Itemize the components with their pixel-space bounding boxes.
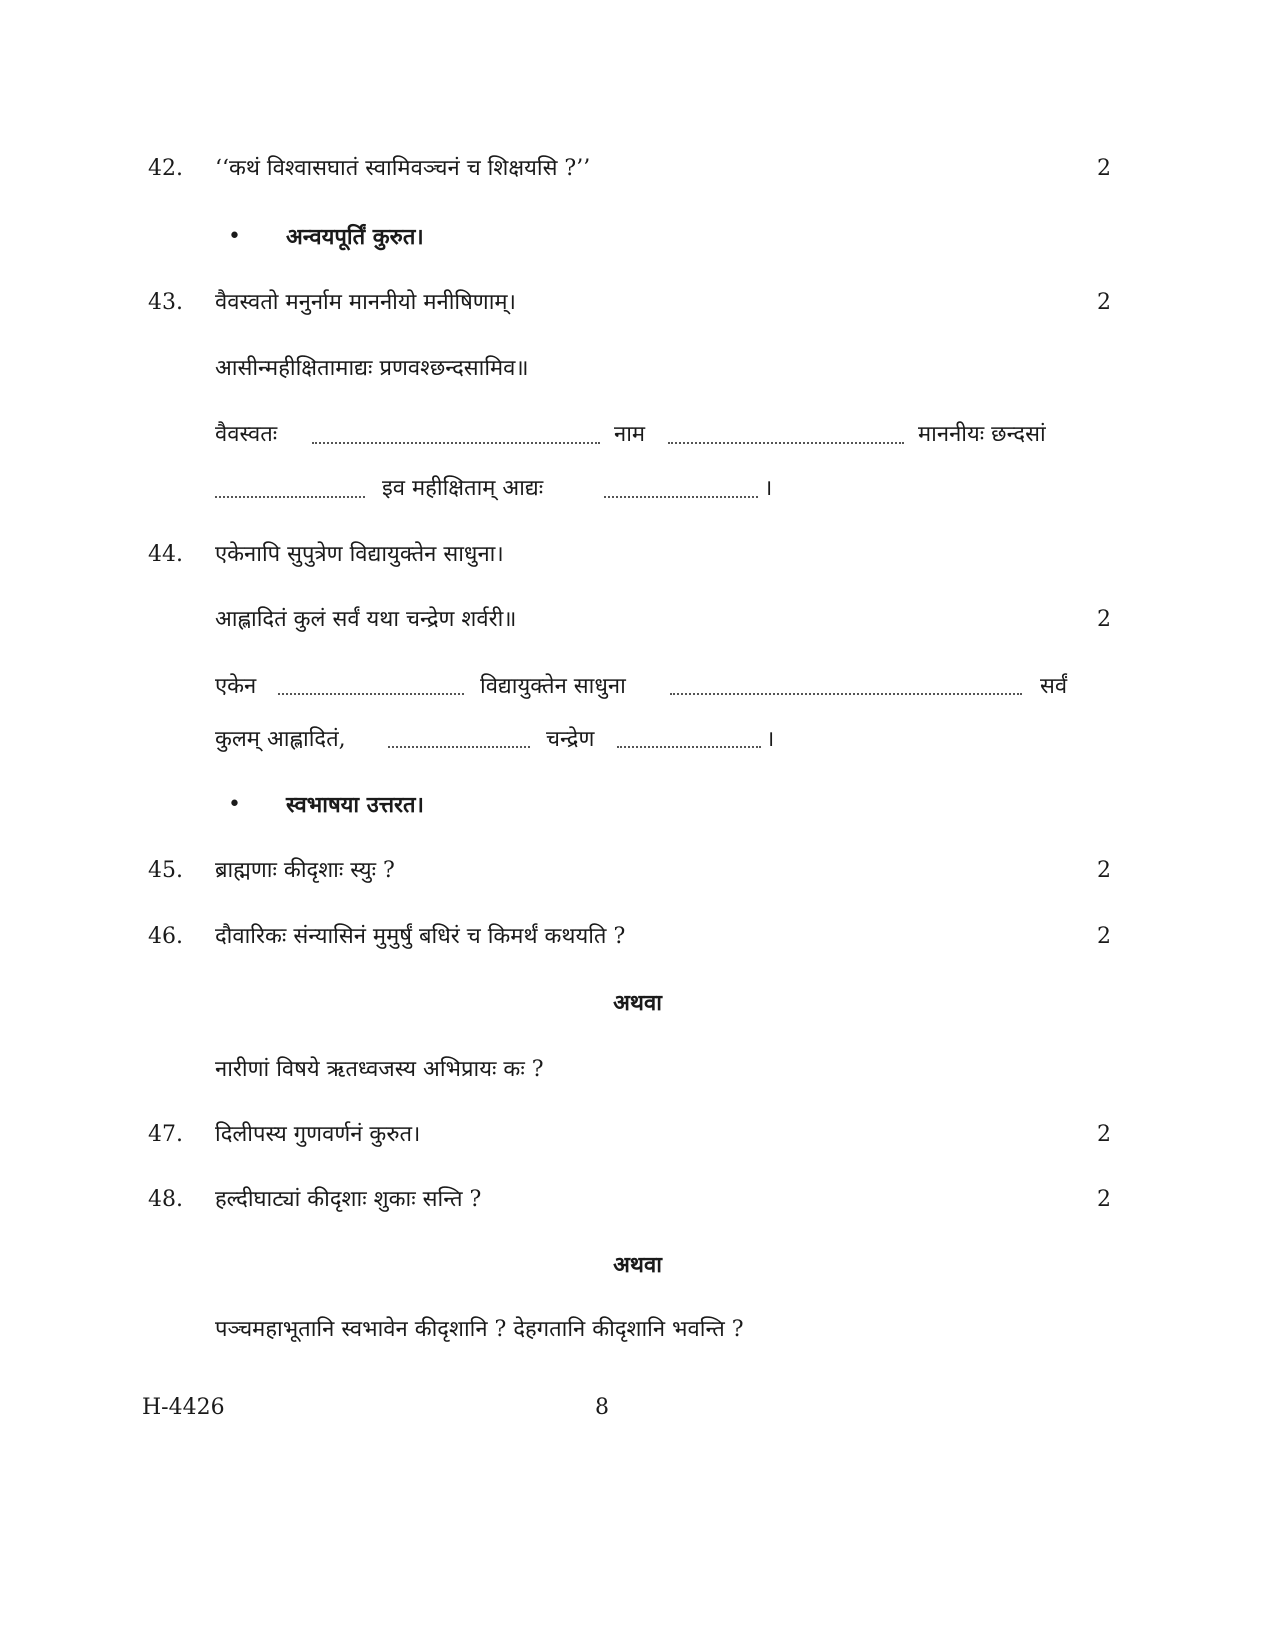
marks: 2 (1097, 156, 1111, 181)
alternate-question: पञ्चमहाभूतानि स्वभावेन कीदृशानि ? देहगतानि कीदृशानि भवन्ति ? (215, 1317, 744, 1342)
question-number: 47. (148, 1122, 183, 1147)
question-number: 46. (148, 924, 183, 949)
blank-line (604, 496, 758, 498)
marks: 2 (1097, 290, 1111, 315)
fill-word: चन्द्रेण (546, 727, 595, 752)
verse-line: आसीन्महीक्षितामाद्यः प्रणवश्छन्दसामिव॥ (215, 356, 529, 381)
marks: 2 (1097, 1187, 1111, 1212)
fill-end: । (764, 476, 773, 501)
marks: 2 (1097, 607, 1111, 632)
blank-line (388, 746, 530, 748)
fill-word: सर्वं (1040, 674, 1068, 699)
question-text: ब्राह्मणाः कीदृशाः स्युः ? (215, 858, 395, 883)
question-number: 45. (148, 858, 183, 883)
section-heading: स्वभाषया उत्तरत। (286, 792, 424, 818)
or-divider: अथवा (613, 990, 662, 1016)
marks: 2 (1097, 924, 1111, 949)
fill-word: माननीयः छन्दसां (918, 422, 1046, 447)
alternate-question: नारीणां विषये ऋतध्वजस्य अभिप्रायः कः ? (215, 1057, 544, 1082)
question-number: 43. (148, 290, 183, 315)
fill-word: कुलम् आह्लादितं, (215, 727, 346, 752)
bullet-icon: • (228, 224, 241, 249)
fill-word: नाम (614, 422, 646, 447)
page-number: 8 (595, 1395, 609, 1420)
blank-line (278, 693, 464, 695)
blank-line (670, 693, 1022, 695)
verse-line: एकेनापि सुपुत्रेण विद्यायुक्तेन साधुना। (215, 542, 504, 567)
fill-word: वैवस्वतः (215, 422, 278, 447)
marks: 2 (1097, 858, 1111, 883)
fill-word: एकेन (215, 674, 257, 699)
question-number: 48. (148, 1187, 183, 1212)
question-text: ‘‘कथं विश्वासघातं स्वामिवञ्चनं च शिक्षयसि ?’’ (215, 156, 591, 181)
fill-end: । (766, 727, 775, 752)
marks: 2 (1097, 1122, 1111, 1147)
verse-line: आह्लादितं कुलं सर्वं यथा चन्द्रेण शर्वरी॥ (215, 607, 517, 632)
question-text: हल्दीघाट्यां कीदृशाः शुकाः सन्ति ? (215, 1187, 482, 1212)
blank-line (215, 496, 365, 498)
or-divider: अथवा (613, 1252, 662, 1278)
question-text: दिलीपस्य गुणवर्णनं कुरुत। (215, 1122, 421, 1147)
blank-line (617, 746, 761, 748)
verse-line: वैवस्वतो मनुर्नाम माननीयो मनीषिणाम्। (215, 290, 516, 315)
blank-line (668, 442, 904, 444)
blank-line (312, 442, 600, 444)
bullet-icon: • (228, 792, 241, 817)
question-text: दौवारिकः संन्यासिनं मुमुर्षुं बधिरं च किमर्थं कथयति ? (215, 924, 626, 949)
fill-word: इव महीक्षिताम् आद्यः (382, 476, 544, 501)
paper-code: H-4426 (142, 1395, 225, 1420)
question-number: 44. (148, 542, 183, 567)
section-heading: अन्वयपूर्तिं कुरुत। (286, 224, 424, 250)
fill-word: विद्यायुक्तेन साधुना (480, 674, 626, 699)
question-number: 42. (148, 156, 183, 181)
